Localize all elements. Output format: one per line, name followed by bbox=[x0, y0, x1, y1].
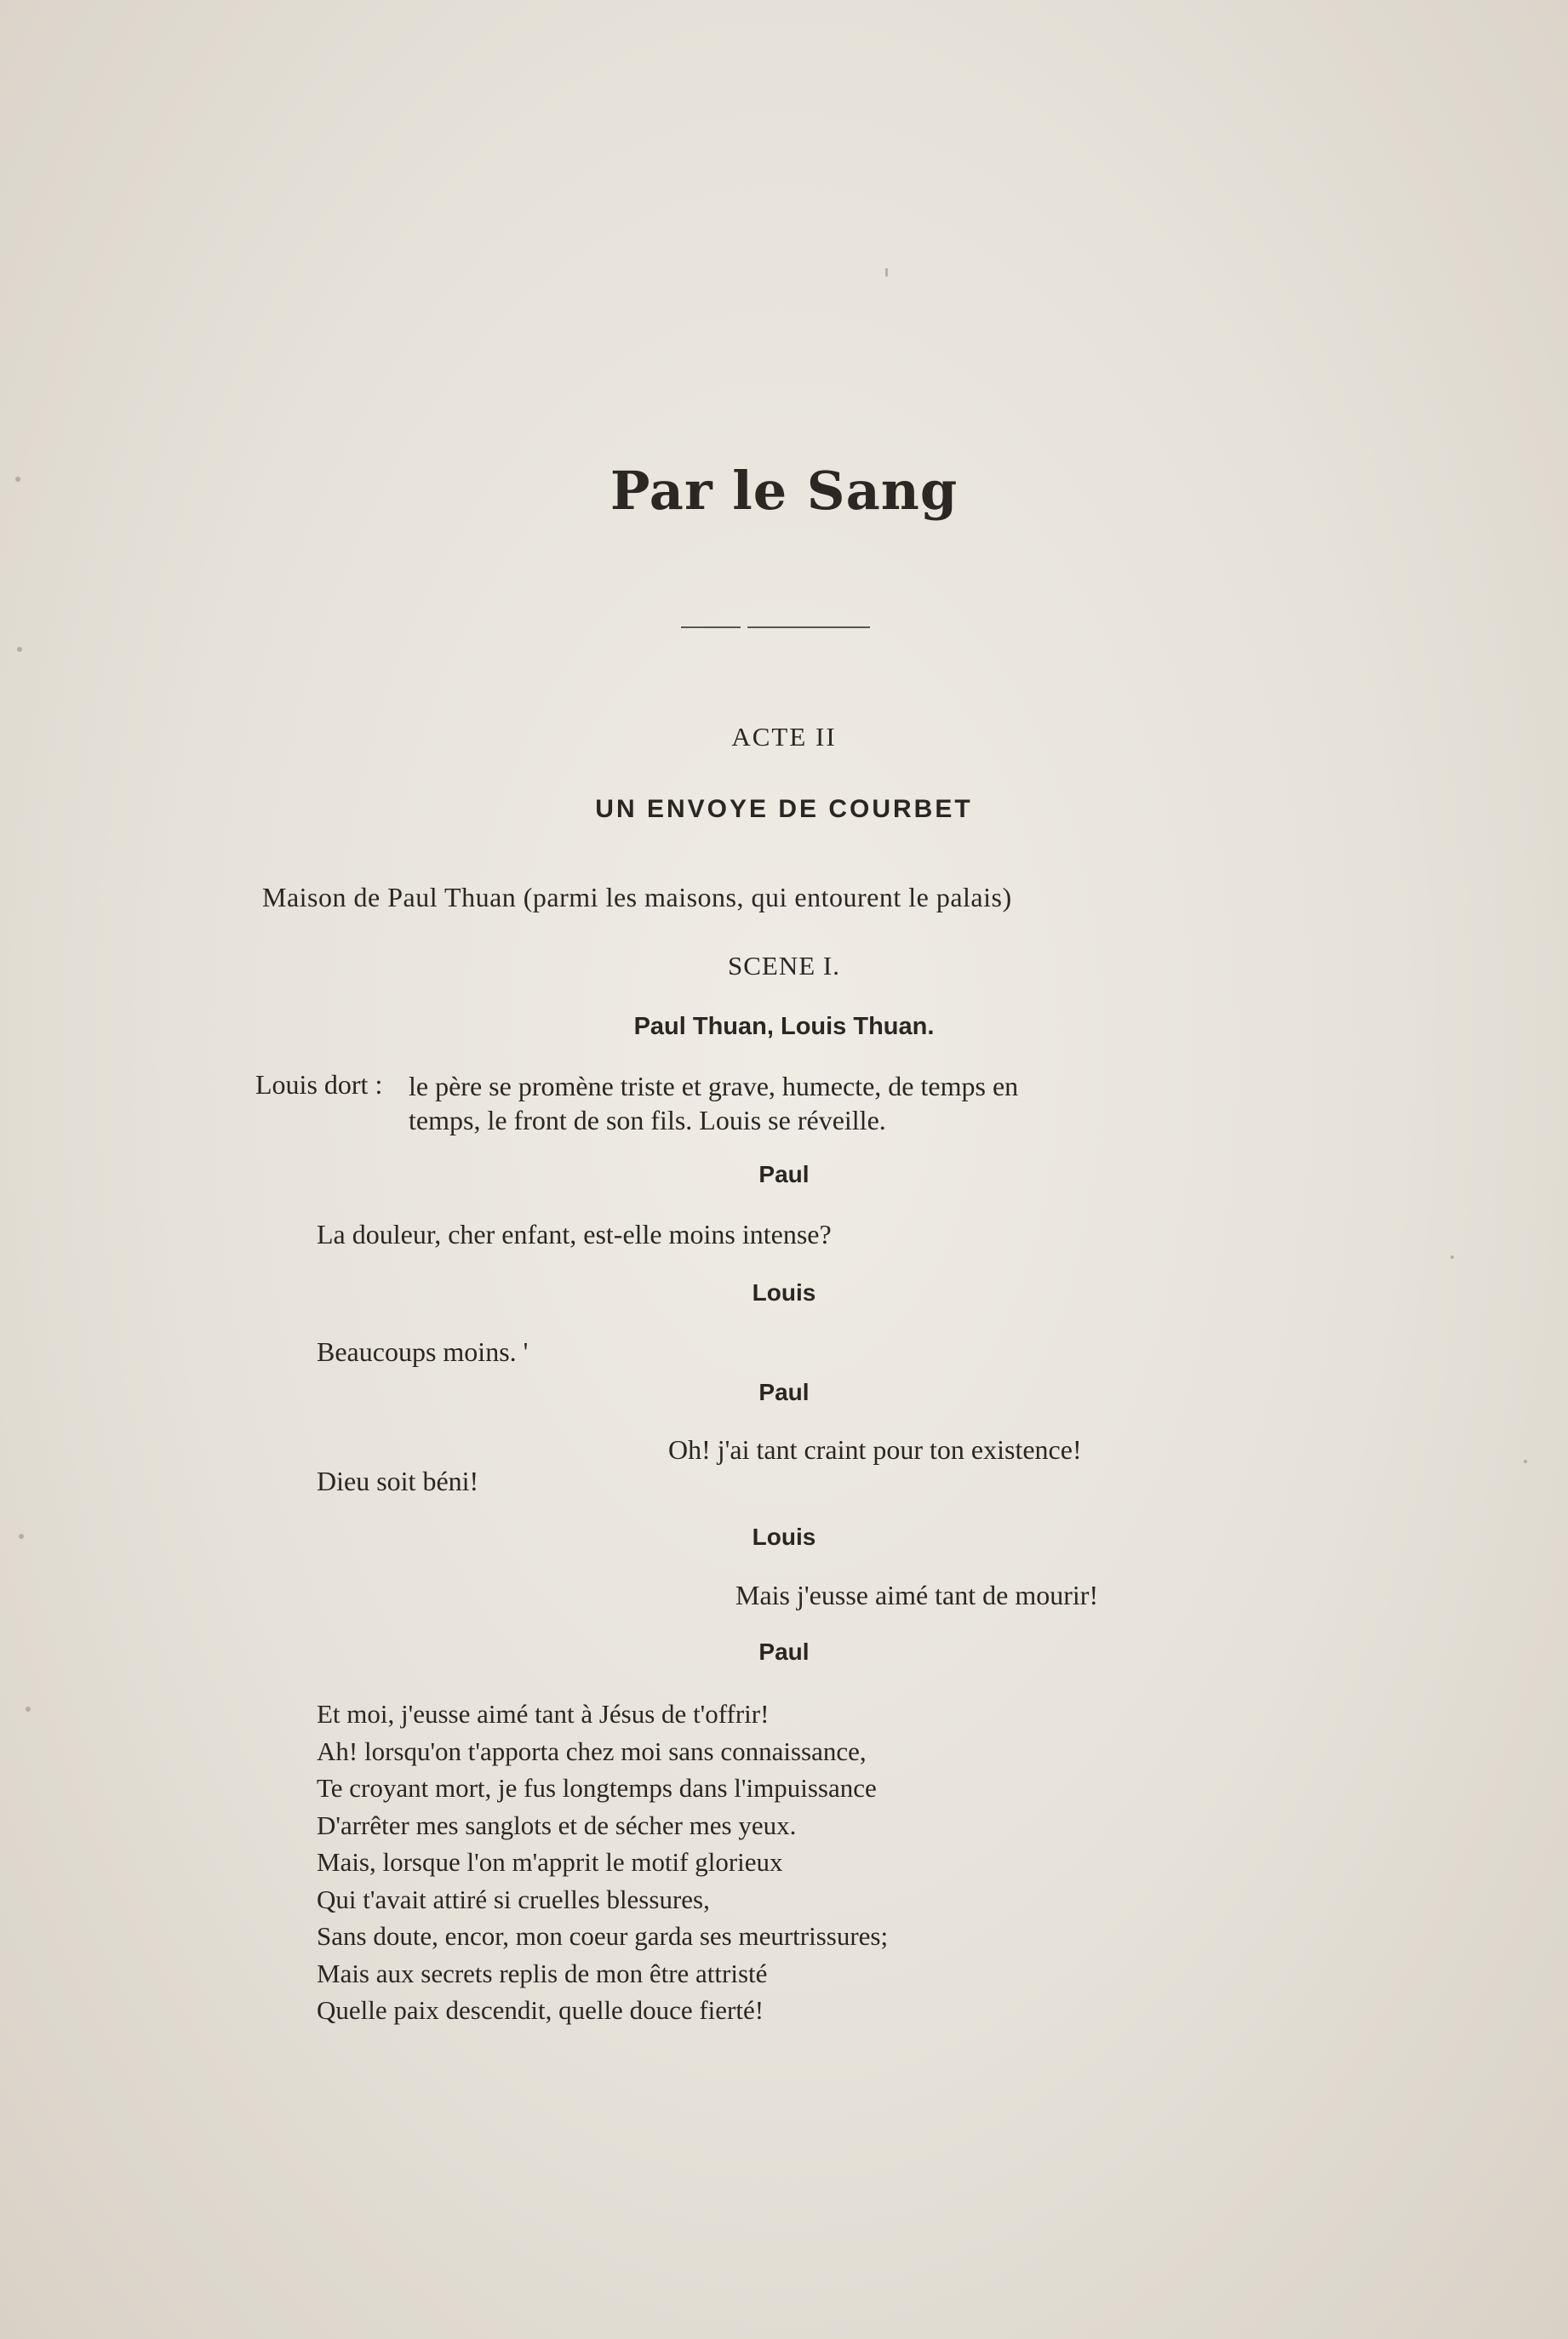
verse-line: Quelle paix descendit, quelle douce fierté! bbox=[317, 1995, 764, 2025]
scene-heading: SCENE I. bbox=[728, 951, 840, 981]
scene-setting: Maison de Paul Thuan (parmi les maisons, qui entourent le palais) bbox=[262, 882, 1012, 912]
verse-line: Te croyant mort, je fus longtemps dans l'impuissance bbox=[317, 1773, 877, 1803]
stage-direction-line: temps, le front de son fils. Louis se réveille. bbox=[409, 1105, 886, 1135]
dialogue-line: Dieu soit béni! bbox=[317, 1466, 479, 1496]
paper-speck bbox=[26, 1707, 31, 1712]
speaker-name: Louis bbox=[752, 1524, 816, 1550]
dialogue-line: Mais j'eusse aimé tant de mourir! bbox=[735, 1580, 1099, 1610]
verse-line: Sans doute, encor, mon coeur garda ses meurtrissures; bbox=[317, 1921, 889, 1951]
speaker-name: Louis bbox=[752, 1279, 816, 1306]
paper-speck bbox=[1451, 1255, 1454, 1259]
act-subtitle: UN ENVOYE DE COURBET bbox=[595, 795, 973, 823]
paper-speck bbox=[15, 477, 20, 482]
verse-line: Mais, lorsque l'on m'apprit le motif glorieux bbox=[317, 1847, 783, 1877]
speaker-name: Paul bbox=[758, 1638, 810, 1665]
character-list: Paul Thuan, Louis Thuan. bbox=[633, 1013, 935, 1040]
verse-line: Mais aux secrets replis de mon être attristé bbox=[317, 1958, 768, 1988]
paper-speck bbox=[1524, 1460, 1527, 1463]
stage-direction-text bbox=[409, 1069, 1311, 1137]
play-title: Par le Sang bbox=[609, 460, 959, 522]
stage-direction-line: le père se promène triste et grave, humecte, de temps en bbox=[409, 1071, 1019, 1101]
paper-speck bbox=[19, 1534, 24, 1539]
stage-direction-label: Louis dort : bbox=[255, 1069, 383, 1100]
verse-line: Et moi, j'eusse aimé tant à Jésus de t'offrir! bbox=[317, 1699, 770, 1729]
verse-line: D'arrêter mes sanglots et de sécher mes yeux. bbox=[317, 1810, 797, 1840]
speaker-name: Paul bbox=[758, 1379, 810, 1405]
verse-line: Qui t'avait attiré si cruelles blessures, bbox=[317, 1884, 710, 1914]
paper-speck bbox=[885, 268, 888, 277]
title-divider bbox=[681, 626, 870, 629]
speaker-name: Paul bbox=[758, 1161, 810, 1187]
dialogue-line: Oh! j'ai tant craint pour ton existence! bbox=[668, 1434, 1082, 1465]
paper-speck bbox=[17, 647, 22, 652]
verse-line: Ah! lorsqu'on t'apporta chez moi sans connaissance, bbox=[317, 1736, 867, 1766]
verse-block bbox=[317, 1696, 888, 2029]
dialogue-line: Beaucoups moins. ' bbox=[317, 1336, 529, 1367]
act-heading: ACTE II bbox=[731, 722, 837, 752]
dialogue-line: La douleur, cher enfant, est-elle moins intense? bbox=[317, 1219, 832, 1250]
